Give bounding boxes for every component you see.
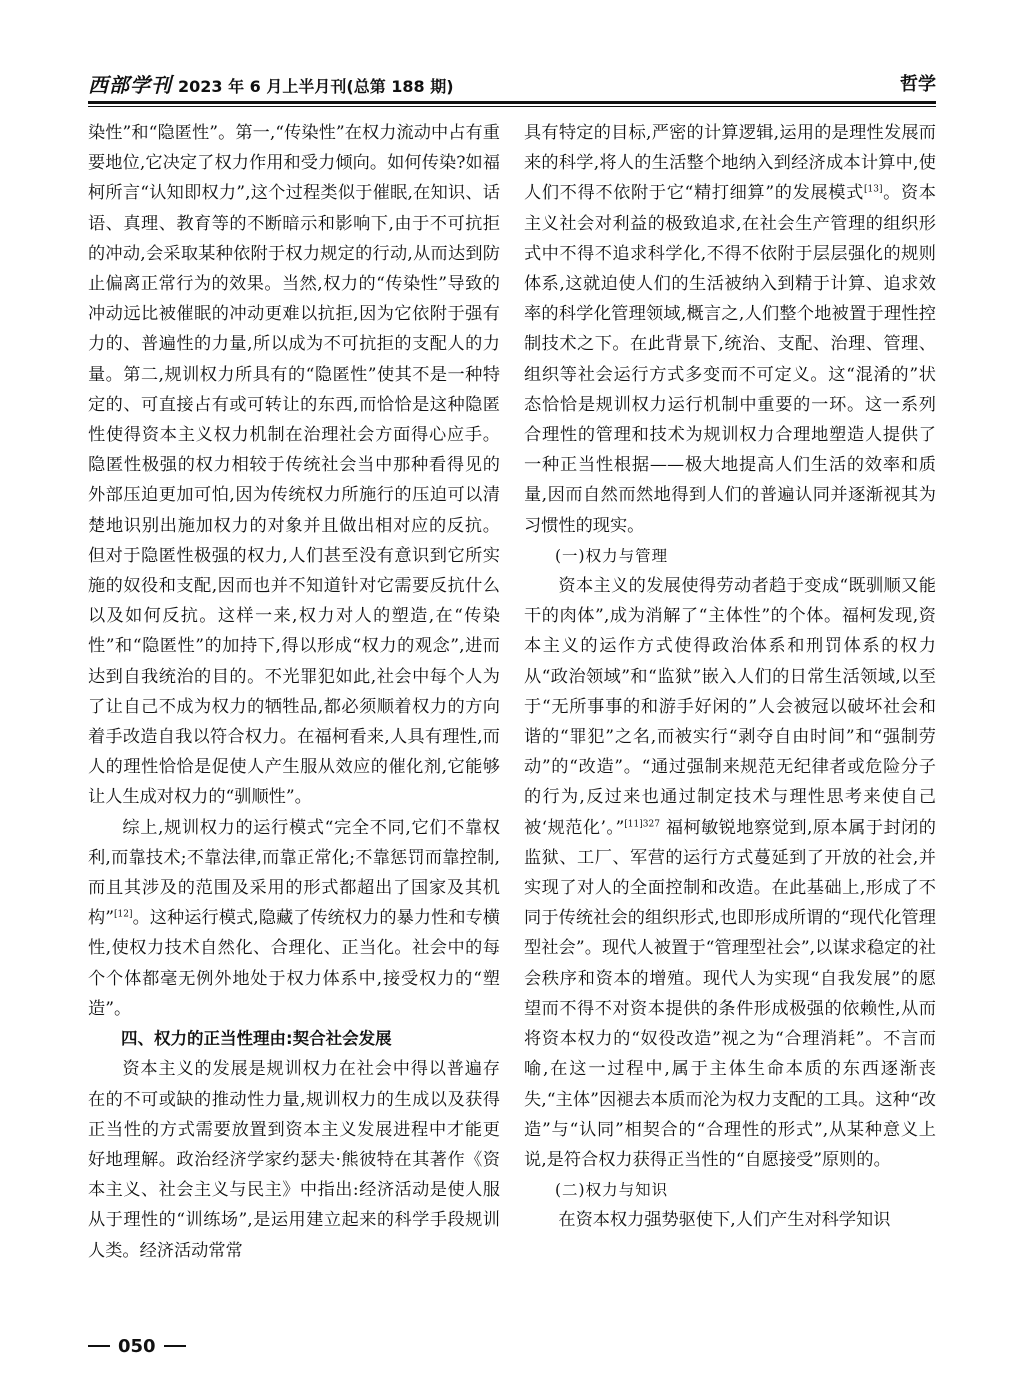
paragraph-text: 福柯敏锐地察觉到,原本属于封闭的监狱、工厂、军营的运行方式蔓延到了开放的社会,并实现了对人的全面控制和改造。在此基础上,形成了不同于传统社会的组织形式,也即形成所谓的“现代化管理型社会”。现代人被置于“管理型社会”,以谋求稳定的社会秩序和资本的增殖。现代人为实现“自我发展”的愿望而不得不对资本提供的条件形成极强的依赖性,从而将资本权力的“奴役改造”视之为“合理消耗”。不言而喻,在这一过程中,属于主体生命本质的东西逐渐丧失,“主体”因褪去本质而沦为权力支配的工具。这种“改造”与“认同”相契合的“合理性的形式”,从某种意义上说,是符合权力获得正当性的“自愿接受”原则的。 (524, 817, 936, 1170)
header-rule-thin (88, 106, 936, 107)
paragraph-text: 。资本主义社会对利益的极致追求,在社会生产管理的组织形式中不得不追求科学化,不得不依附于层层强化的规则体系,这就迫使人们的生活被纳入到精于计算、追求效率的科学化管理领域,概言之,人们整个地被置于理性控制技术之下。在此背景下,统治、支配、治理、管理、组织等社会运行方式多变而不可定义。这“混淆的”状态恰恰是规训权力运行机制中重要的一环。这一系列合理性的管理和技术为规训权力合理地塑造人提供了一种正当性根据——极大地提高人们生活的效率和质量,因而自然而然地得到人们的普遍认同并逐渐视其为习惯性的现实。 (524, 183, 936, 536)
running-header (88, 68, 936, 98)
paragraph (88, 813, 500, 1024)
paragraph: 资本主义的发展是规训权力在社会中得以普遍存在的不可或缺的推动性力量,规训权力的生成以及获得正当性的方式需要放置到资本主义发展进程中才能更好地理解。政治经济学家约瑟夫·熊彼特在其著作《资本主义、社会主义与民主》中指出:经济活动是使人服从于理性的“训练场”,是运用建立起来的科学手段规训人类。经济活动常常 (88, 1059, 500, 1261)
section-heading: 四、权力的正当性理由:契合社会发展 (121, 1029, 392, 1049)
article-body (88, 118, 936, 1328)
right-column (524, 118, 936, 1328)
dash-left (88, 1345, 110, 1347)
page-footer (88, 1333, 186, 1359)
section-label: 哲学 (900, 74, 936, 95)
paragraph: 在资本权力强势驱使下,人们产生对科学知识 (558, 1210, 891, 1231)
paragraph-text: 。这种运行模式,隐藏了传统权力的暴力性和专横性,使权力技术自然化、合理化、正当化。社会中的每个个体都毫无例外地处于权力体系中,接受权力的“塑造”。 (88, 908, 500, 1019)
paragraph-text: 具有特定的目标,严密的计算逻辑,运用的是理性发展而来的科学,将人的生活整个地纳入到经济成本计算中,使人们不得不依附于它“精打细算”的发展模式 (524, 123, 936, 204)
citation-ref: [11]327 (624, 818, 660, 829)
journal-logo: 西部学刊 (88, 72, 172, 97)
subsection-heading: (一)权力与管理 (555, 546, 669, 565)
paragraph: 染性”和“隐匿性”。第一,“传染性”在权力流动中占有重要地位,它决定了权力作用和受力倾向。如何传染?如福柯所言“认知即权力”,这个过程类似于催眠,在知识、话语、真理、教育等的不断暗示和影响下,由于不可抗拒的冲动,会采取某种依附于权力规定的行动,从而达到防止偏离正常行为的效果。当然,权力的“传染性”导致的冲动远比被催眠的冲动更难以抗拒,因为它依附于强有力的、普遍性的力量,所以成为不可抗拒的支配人的力量。第二,规训权力所具有的“隐匿性”使其不是一种特定的、可直接占有或可转让的东西,而恰恰是这种隐匿性使得资本主义权力机制在治理社会方面得心应手。隐匿性极强的权力相较于传统社会当中那种看得见的外部压迫更加可怕,因为传统权力所施行的压迫可以清楚地识别出施加权力的对象并且做出相对应的反抗。但对于隐匿性极强的权力,人们甚至没有意识到它所实施的奴役和支配,因而也并不知道针对它需要反抗什么以及如何反抗。这样一来,权力对人的塑造,在“传染性”和“隐匿性”的加持下,得以形成“权力的观念”,进而达到自我统治的目的。不光罪犯如此,社会中每个人为了让自己不成为权力的牺牲品,都必须顺着权力的方向着手改造自我以符合权力。在福柯看来,人具有理性,而人的理性恰恰是促使人产生服从效应的催化剂,它能够让人生成对权力的“驯顺性”。 (88, 123, 500, 808)
journal-title (88, 69, 454, 98)
citation-ref: [12] (114, 909, 133, 920)
issue-info: 2023 年 6 月上半月刊(总第 188 期) (178, 76, 454, 96)
left-column (88, 118, 500, 1328)
citation-ref: [13] (863, 184, 883, 195)
paragraph-text: 资本主义的发展使得劳动者趋于变成“既驯顺又能干的肉体”,成为消解了“主体性”的个体。福柯发现,资本主义的运作方式使得政治体系和刑罚体系的权力从“政治领域”和“监狱”嵌入人们的日常生活领域,以至于“无所事事的和游手好闲的”人会被冠以破坏社会和谐的“罪犯”之名,而被实行“剥夺自由时间”和“强制劳动”的“改造”。“通过强制来规范无纪律者或危险分子的行为,反过来也通过制定技术与理性思考来使自己被‘规范化’。” (524, 576, 936, 838)
paragraph (524, 571, 936, 1175)
subsection-heading: (二)权力与知识 (555, 1181, 669, 1200)
page-number: 050 (118, 1335, 156, 1357)
paragraph-text: 综上,规训权力的运行模式“完全不同,它们不靠权利,而靠技术;不靠法律,而靠正常化;不靠惩罚而靠控制,而且其涉及的范围及采用的形式都超出了国家及其机构” (88, 817, 500, 929)
header-rule-thick (88, 101, 936, 104)
paragraph (524, 118, 936, 541)
dash-right (164, 1345, 186, 1347)
